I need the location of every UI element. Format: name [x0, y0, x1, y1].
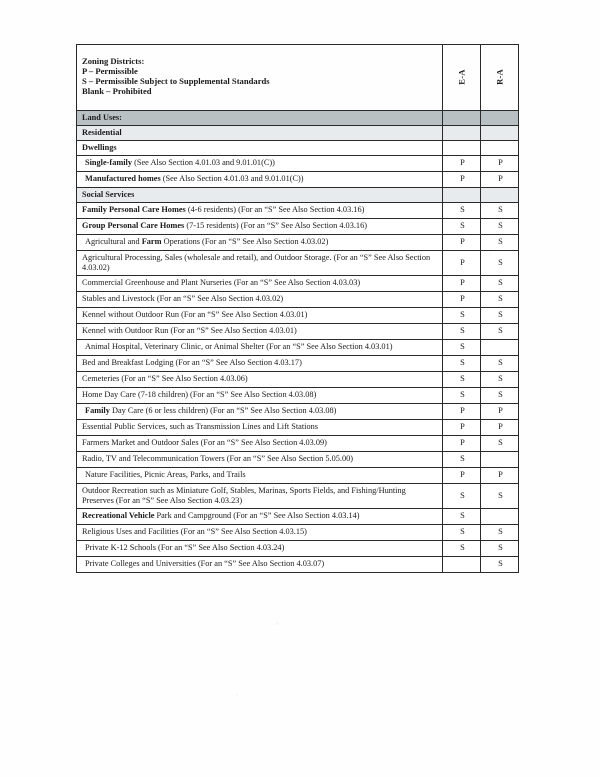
zone-cell-ea: S — [443, 308, 481, 324]
zone-cell-ea: S — [443, 388, 481, 404]
land-use-name: Single-family — [85, 158, 133, 168]
zone-cell-ea: S — [443, 541, 481, 557]
land-use-name: Family — [85, 406, 110, 416]
scan-speck — [276, 622, 279, 625]
zone-cell-ea — [443, 188, 481, 203]
table-row — [77, 324, 519, 340]
land-use-detail: Commercial Greenhouse and Plant Nurseries (For an “S” See Also Section 4.03.03) — [82, 278, 361, 288]
zone-cell-ea: S — [443, 452, 481, 468]
land-use-detail: Operations (For an “S” See Also Section 4.03.02) — [161, 237, 329, 247]
zone-cell-ea: S — [443, 356, 481, 372]
land-use-cell — [77, 404, 443, 420]
column-header-label: E-A — [456, 69, 467, 85]
land-use-name: Group Personal Care Homes — [82, 221, 185, 231]
table-row — [77, 340, 519, 356]
land-use-detail: Kennel without Outdoor Run (For an “S” See Also Section 4.03.01) — [82, 310, 308, 320]
land-use-cell — [77, 251, 443, 276]
scan-speck — [236, 694, 238, 696]
land-use-detail: (7-15 residents) (For an “S” See Also Section 4.03.16) — [184, 221, 367, 231]
legend-line: Blank – Prohibited — [82, 85, 152, 96]
table-row — [77, 372, 519, 388]
zone-cell-ra: S — [481, 324, 519, 340]
zone-cell-ea — [443, 126, 481, 141]
land-use-cell — [77, 484, 443, 509]
table-row — [77, 172, 519, 188]
section-label: Social Services — [77, 188, 443, 203]
table-row — [77, 436, 519, 452]
legend-block — [77, 45, 443, 111]
zone-cell-ra: S — [481, 292, 519, 308]
zone-cell-ra: S — [481, 525, 519, 541]
land-use-cell — [77, 388, 443, 404]
land-use-detail: Day Care (6 or less children) (For an “S” See Also Section 4.03.08) — [109, 406, 337, 416]
table-row — [77, 525, 519, 541]
table-row — [77, 156, 519, 172]
zone-cell-ra: S — [481, 308, 519, 324]
land-use-cell — [77, 452, 443, 468]
zone-cell-ra: S — [481, 219, 519, 235]
zone-cell-ra: S — [481, 557, 519, 573]
zone-cell-ea: P — [443, 292, 481, 308]
table-row — [77, 356, 519, 372]
land-use-cell — [77, 436, 443, 452]
zone-cell-ea: S — [443, 203, 481, 219]
land-use-detail: Private K-12 Schools (For an “S” See Also Section 4.03.24) — [85, 543, 285, 553]
land-use-detail: Private Colleges and Universities (For an “S” See Also Section 4.03.07) — [85, 559, 325, 569]
table-body — [77, 45, 519, 573]
land-use-name: Manufactured homes — [85, 174, 161, 184]
land-use-detail: Home Day Care (7-18 children) (For an “S” See Also Section 4.03.08) — [82, 390, 317, 400]
land-use-cell — [77, 468, 443, 484]
land-use-cell — [77, 509, 443, 525]
land-use-prefix: Agricultural and — [85, 237, 142, 247]
land-use-detail: (See Also Section 4.01.03 and 9.01.01(C)) — [160, 174, 304, 184]
land-use-cell — [77, 219, 443, 235]
zone-cell-ra — [481, 111, 519, 126]
land-use-detail: (4-6 residents) (For an “S” See Also Section 4.03.16) — [185, 205, 365, 215]
zone-cell-ea — [443, 111, 481, 126]
zone-cell-ra — [481, 188, 519, 203]
zone-cell-ra: S — [481, 356, 519, 372]
zone-cell-ra: P — [481, 468, 519, 484]
land-use-name: Farm — [141, 237, 162, 247]
column-header-ra — [481, 45, 519, 111]
zone-cell-ra — [481, 509, 519, 525]
table-row — [77, 509, 519, 525]
zone-cell-ra: P — [481, 156, 519, 172]
table-row — [77, 468, 519, 484]
zone-cell-ra: S — [481, 203, 519, 219]
land-use-cell — [77, 156, 443, 172]
table-row — [77, 251, 519, 276]
table-header-row — [77, 45, 519, 111]
zone-cell-ea: S — [443, 509, 481, 525]
zone-cell-ea: S — [443, 219, 481, 235]
zone-cell-ra: P — [481, 420, 519, 436]
zone-cell-ea: P — [443, 404, 481, 420]
land-use-cell — [77, 372, 443, 388]
section-label: Land Uses: — [77, 111, 443, 126]
land-use-cell — [77, 172, 443, 188]
zone-cell-ra — [481, 452, 519, 468]
zone-cell-ra: S — [481, 276, 519, 292]
zoning-land-use-table — [76, 44, 519, 573]
zone-cell-ra: S — [481, 388, 519, 404]
zone-cell-ea: P — [443, 420, 481, 436]
land-use-detail: Park and Campground (For an “S” See Also Section 4.03.14) — [154, 511, 360, 521]
zone-cell-ea: P — [443, 235, 481, 251]
zone-cell-ea: S — [443, 525, 481, 541]
zone-cell-ra: S — [481, 235, 519, 251]
zone-cell-ra: S — [481, 436, 519, 452]
table-row — [77, 452, 519, 468]
table-row — [77, 308, 519, 324]
land-use-detail: Essential Public Services, such as Transmission Lines and Lift Stations — [82, 422, 318, 432]
land-use-cell — [77, 276, 443, 292]
land-use-detail: Outdoor Recreation such as Miniature Golf, Stables, Marinas, Sports Fields, and Fishing/Hunting Preserves (For an “S” See Also Section 4.03.23) — [82, 485, 406, 505]
zone-cell-ea: S — [443, 340, 481, 356]
land-use-detail: Religious Uses and Facilities (For an “S” See Also Section 4.03.15) — [82, 527, 307, 537]
land-use-cell — [77, 203, 443, 219]
table-row — [77, 388, 519, 404]
section-band-row — [77, 111, 519, 126]
table-row — [77, 541, 519, 557]
land-use-detail: Cemeteries (For an “S” See Also Section 4.03.06) — [82, 374, 248, 384]
land-use-cell — [77, 420, 443, 436]
table-row — [77, 219, 519, 235]
legend-line: P – Permissible — [82, 66, 138, 77]
table-row — [77, 557, 519, 573]
land-use-cell — [77, 292, 443, 308]
zone-cell-ea: P — [443, 156, 481, 172]
land-use-detail: Animal Hospital, Veterinary Clinic, or Animal Shelter (For an “S” See Also Section 4.03.01) — [85, 342, 393, 352]
land-use-cell — [77, 557, 443, 573]
zone-cell-ra — [481, 141, 519, 156]
land-use-detail: Agricultural Processing, Sales (wholesale and retail), and Outdoor Storage. (For an “S” See Also Section 4.03.02) — [82, 252, 431, 272]
zone-cell-ra — [481, 340, 519, 356]
land-use-detail: Stables and Livestock (For an “S” See Also Section 4.03.02) — [82, 294, 284, 304]
zone-cell-ra: S — [481, 541, 519, 557]
zone-cell-ea: S — [443, 324, 481, 340]
column-header-ea — [443, 45, 481, 111]
land-use-name: Family Personal Care Homes — [82, 205, 186, 215]
table-row — [77, 276, 519, 292]
land-use-detail: (See Also Section 4.01.03 and 9.01.01(C)) — [132, 158, 275, 168]
table-row — [77, 203, 519, 219]
zone-cell-ea: P — [443, 436, 481, 452]
zone-cell-ea: P — [443, 276, 481, 292]
column-header-label: R-A — [494, 69, 505, 85]
zone-cell-ea: P — [443, 468, 481, 484]
zone-cell-ea: S — [443, 372, 481, 388]
land-use-detail: Bed and Breakfast Lodging (For an “S” See Also Section 4.03.17) — [82, 358, 302, 368]
land-use-detail: Farmers Market and Outdoor Sales (For an “S” See Also Section 4.03.09) — [82, 438, 327, 448]
zone-cell-ea — [443, 141, 481, 156]
legend-line: S – Permissible Subject to Supplemental Standards — [82, 76, 270, 86]
land-use-detail: Nature Facilities, Picnic Areas, Parks, and Trails — [85, 470, 246, 480]
zone-cell-ra: S — [481, 484, 519, 509]
section-band-row — [77, 126, 519, 141]
table-row — [77, 292, 519, 308]
land-use-name: Recreational Vehicle — [82, 511, 155, 521]
zone-cell-ea: P — [443, 172, 481, 188]
zone-cell-ra — [481, 126, 519, 141]
land-use-cell — [77, 356, 443, 372]
table-row — [77, 404, 519, 420]
land-use-cell — [77, 324, 443, 340]
table-row — [77, 235, 519, 251]
scan-speck — [489, 253, 491, 255]
land-use-cell — [77, 541, 443, 557]
zone-cell-ra: S — [481, 251, 519, 276]
land-use-cell — [77, 525, 443, 541]
land-use-cell — [77, 308, 443, 324]
zone-cell-ea: S — [443, 484, 481, 509]
land-use-detail: Radio, TV and Telecommunication Towers (For an “S” See Also Section 5.05.00) — [82, 454, 354, 464]
section-label: Residential — [77, 126, 443, 141]
table-row — [77, 420, 519, 436]
zone-cell-ra: S — [481, 372, 519, 388]
section-band-row — [77, 141, 519, 156]
land-use-detail: Kennel with Outdoor Run (For an “S” See Also Section 4.03.01) — [82, 326, 297, 336]
zone-cell-ea: P — [443, 251, 481, 276]
legend-line: Zoning Districts: — [82, 56, 145, 67]
section-label: Dwellings — [77, 141, 443, 156]
table-row — [77, 484, 519, 509]
zone-cell-ea — [443, 557, 481, 573]
zone-cell-ra: P — [481, 404, 519, 420]
zone-cell-ra: P — [481, 172, 519, 188]
land-use-cell — [77, 340, 443, 356]
land-use-cell — [77, 235, 443, 251]
section-band-row — [77, 188, 519, 203]
